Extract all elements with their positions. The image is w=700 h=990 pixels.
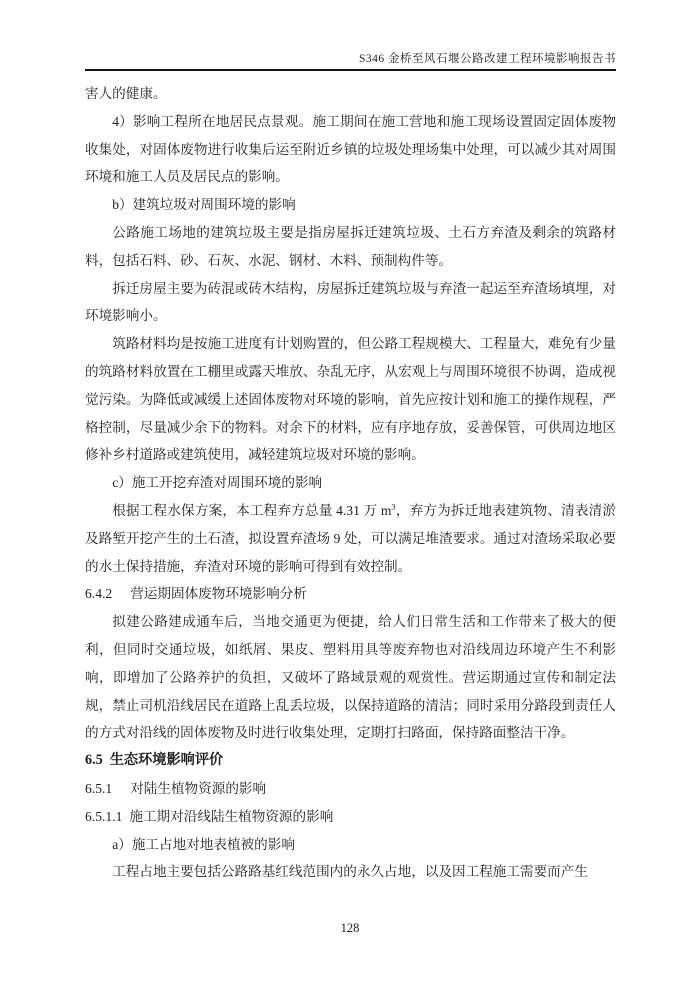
section-number: 6.4.2 — [85, 586, 113, 602]
section-heading-6-5 — [85, 747, 616, 775]
section-heading-6-5-1-1 — [85, 803, 616, 831]
section-heading-6-5-1 — [85, 775, 616, 803]
paragraph-text: 拆迁房屋主要为砖混或砖木结构，房屋拆迁建筑垃圾与弃渣一起运至弃渣场填埋，对环境影响小。 — [85, 280, 616, 324]
paragraph — [85, 108, 616, 191]
paragraph — [85, 330, 616, 469]
paragraph-text: 对陆生植物资源的影响 — [130, 780, 267, 796]
paragraph-text: 工程占地主要包括公路路基红线范围内的永久占地，以及因工程施工需要而产生 — [112, 864, 588, 880]
paragraph-text: 生态环境影响评价 — [109, 752, 224, 769]
paragraph-text: 拟建公路建成通车后，当地交通更为便捷，给人们日常生活和工作带来了极大的便利，但同时交通垃圾，如纸屑、果皮、塑料用具等废弃物也对沿线周边环境产生不利影响，即增加了公路养护的负担，又破坏了路域景观的观赏性。营运期通过宣传和制定法规，禁止司机沿线居民在道路上乱丢垃圾，以保持道路的清洁；同时采用分路段到责任人的方式对沿线的固体废物及时进行收集处理，定期打扫路面，保持路面整洁干净。 — [85, 614, 616, 741]
running-header-title: S346 金桥至风石堰公路改建工程环境影响报告书 — [358, 53, 616, 65]
paragraph-text: 营运期固体废物环境影响分析 — [130, 586, 307, 602]
text-run: 根据工程水保方案，本工程弃方总量 4.31 万 m — [112, 502, 392, 518]
paragraph — [85, 219, 616, 275]
superscript: 3 — [391, 501, 396, 512]
document-body — [85, 71, 616, 886]
paragraph — [85, 497, 616, 580]
section-number: 6.5.1 — [85, 780, 113, 796]
paragraph — [85, 608, 616, 747]
subitem-heading-b — [85, 191, 616, 219]
text-run: ，弃方为拆迁地表建筑物、清表清淤及路堑开挖产生的土石渣，拟设置弃渣场 9 处，可以满足堆渣要求。通过对渣场采取必要的水土保持措施，弃渣对环境的影响可得到有效控制。 — [85, 502, 617, 574]
section-number: 6.5 — [85, 752, 103, 769]
subitem-heading-c — [85, 469, 616, 497]
paragraph-text: b）建筑垃圾对周围环境的影响 — [112, 197, 296, 213]
paragraph-continuation — [85, 80, 616, 108]
paragraph-text: 筑路材料均是按施工进度有计划购置的，但公路工程规模大、工程量大，难免有少量的筑路材料放置在工棚里或露天堆放、杂乱无序，从宏观上与周围环境很不协调，造成视觉污染。为降低或减缓上述固体废物对环境的影响，首先应按计划和施工的操作规程，严格控制，尽量减少余下的物料。对余下的材料，应有序地存放，妥善保管，可供周边地区修补乡村道路或建筑使用，减轻建筑垃圾对环境的影响。 — [85, 336, 616, 463]
subitem-heading-a — [85, 831, 616, 859]
paragraph — [85, 858, 616, 886]
running-header — [85, 0, 616, 71]
paragraph-text: 施工期对沿线陆生植物资源的影响 — [129, 808, 334, 824]
page-number: 128 — [340, 921, 360, 935]
paragraph-text: c）施工开挖弃渣对周围环境的影响 — [112, 475, 323, 491]
paragraph-text: a）施工占地对地表植被的影响 — [112, 836, 295, 852]
paragraph-text: 公路施工场地的建筑垃圾主要是指房屋拆迁建筑垃圾、土石方弃渣及剩余的筑路材料，包括石料、砂、石灰、水泥、钢材、木料、预制构件等。 — [85, 224, 616, 268]
paragraph — [85, 275, 616, 331]
content-column — [85, 0, 616, 886]
paragraph-text: 害人的健康。 — [85, 86, 167, 101]
paragraph-text: 4）影响工程所在地居民点景观。施工期间在施工营地和施工现场设置固定固体废物收集处，对固体废物进行收集后运至附近乡镇的垃圾处理场集中处理，可以减少其对周围环境和施工人员及居民点的影响。 — [85, 113, 616, 185]
section-heading-6-4-2 — [85, 580, 616, 608]
section-number: 6.5.1.1 — [85, 808, 123, 824]
